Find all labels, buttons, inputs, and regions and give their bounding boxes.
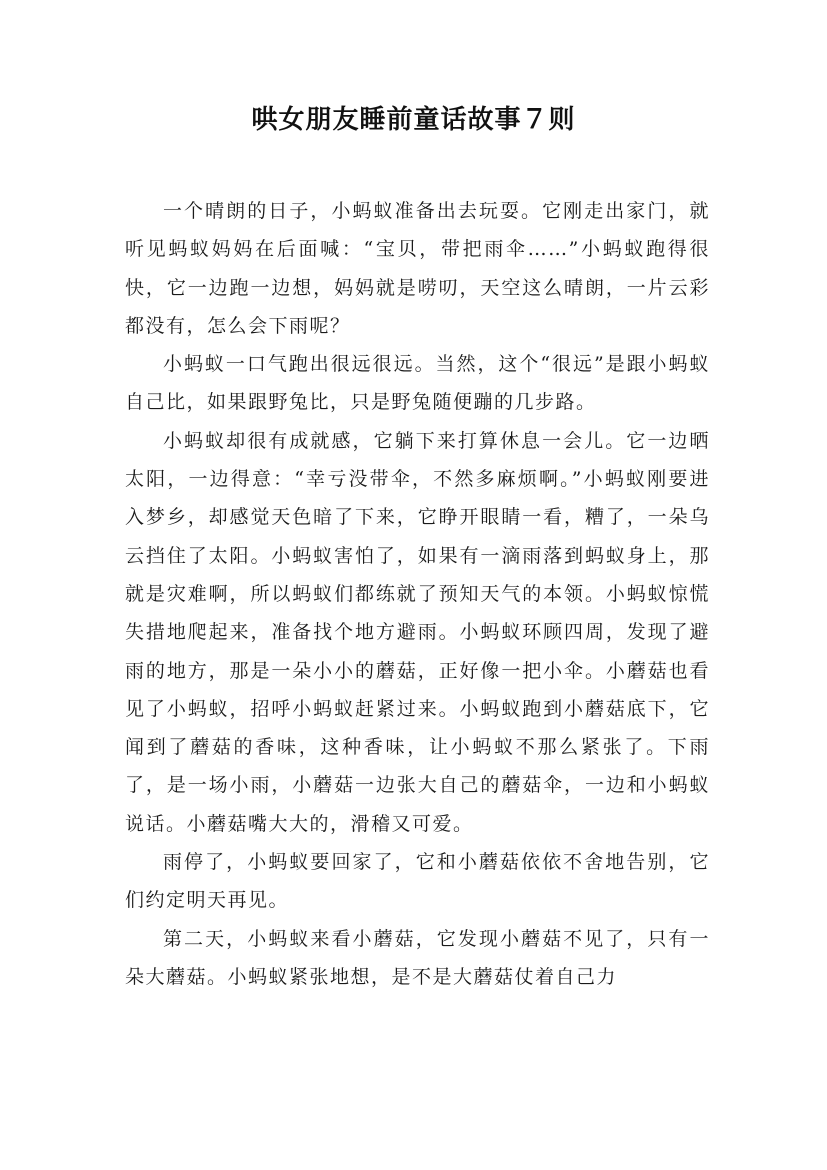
paragraph: 雨停了，小蚂蚁要回家了，它和小蘑菇依依不舍地告别，它们约定明天再见。 <box>125 851 710 912</box>
paragraph: 小蚂蚁一口气跑出很远很远。当然，这个“很远”是跟小蚂蚁自己比，如果跟野兔比，只是野兔随便蹦的几步路。 <box>125 353 710 414</box>
document-body <box>125 192 710 996</box>
paragraph: 一个晴朗的日子，小蚂蚁准备出去玩耍。它刚走出家门，就听见蚂蚁妈妈在后面喊：“宝贝，带把雨伞……”小蚂蚁跑得很快，它一边跑一边想，妈妈就是唠叨，天空这么晴朗，一片云彩都没有，怎么会下雨呢？ <box>125 200 710 337</box>
paragraph: 小蚂蚁却很有成就感，它躺下来打算休息一会儿。它一边晒太阳，一边得意：“幸亏没带伞，不然多麻烦啊。”小蚂蚁刚要进入梦乡，却感觉天色暗了下来，它睁开眼睛一看，糟了，一朵乌云挡住了太阳。小蚂蚁害怕了，如果有一滴雨落到蚂蚁身上，那就是灾难啊，所以蚂蚁们都练就了预知天气的本领。小蚂蚁惊慌失措地爬起来，准备找个地方避雨。小蚂蚁环顾四周，发现了避雨的地方，那是一朵小小的蘑菇，正好像一把小伞。小蘑菇也看见了小蚂蚁，招呼小蚂蚁赶紧过来。小蚂蚁跑到小蘑菇底下，它闻到了蘑菇的香味，这种香味，让小蚂蚁不那么紧张了。下雨了，是一场小雨，小蘑菇一边张大自己的蘑菇伞，一边和小蚂蚁说话。小蘑菇嘴大大的，滑稽又可爱。 <box>125 429 710 835</box>
paragraph: 第二天，小蚂蚁来看小蘑菇，它发现小蘑菇不见了，只有一朵大蘑菇。小蚂蚁紧张地想，是不是大蘑菇仗着自己力 <box>125 927 710 988</box>
document-title: 哄女朋友睡前童话故事７则 <box>251 105 576 135</box>
